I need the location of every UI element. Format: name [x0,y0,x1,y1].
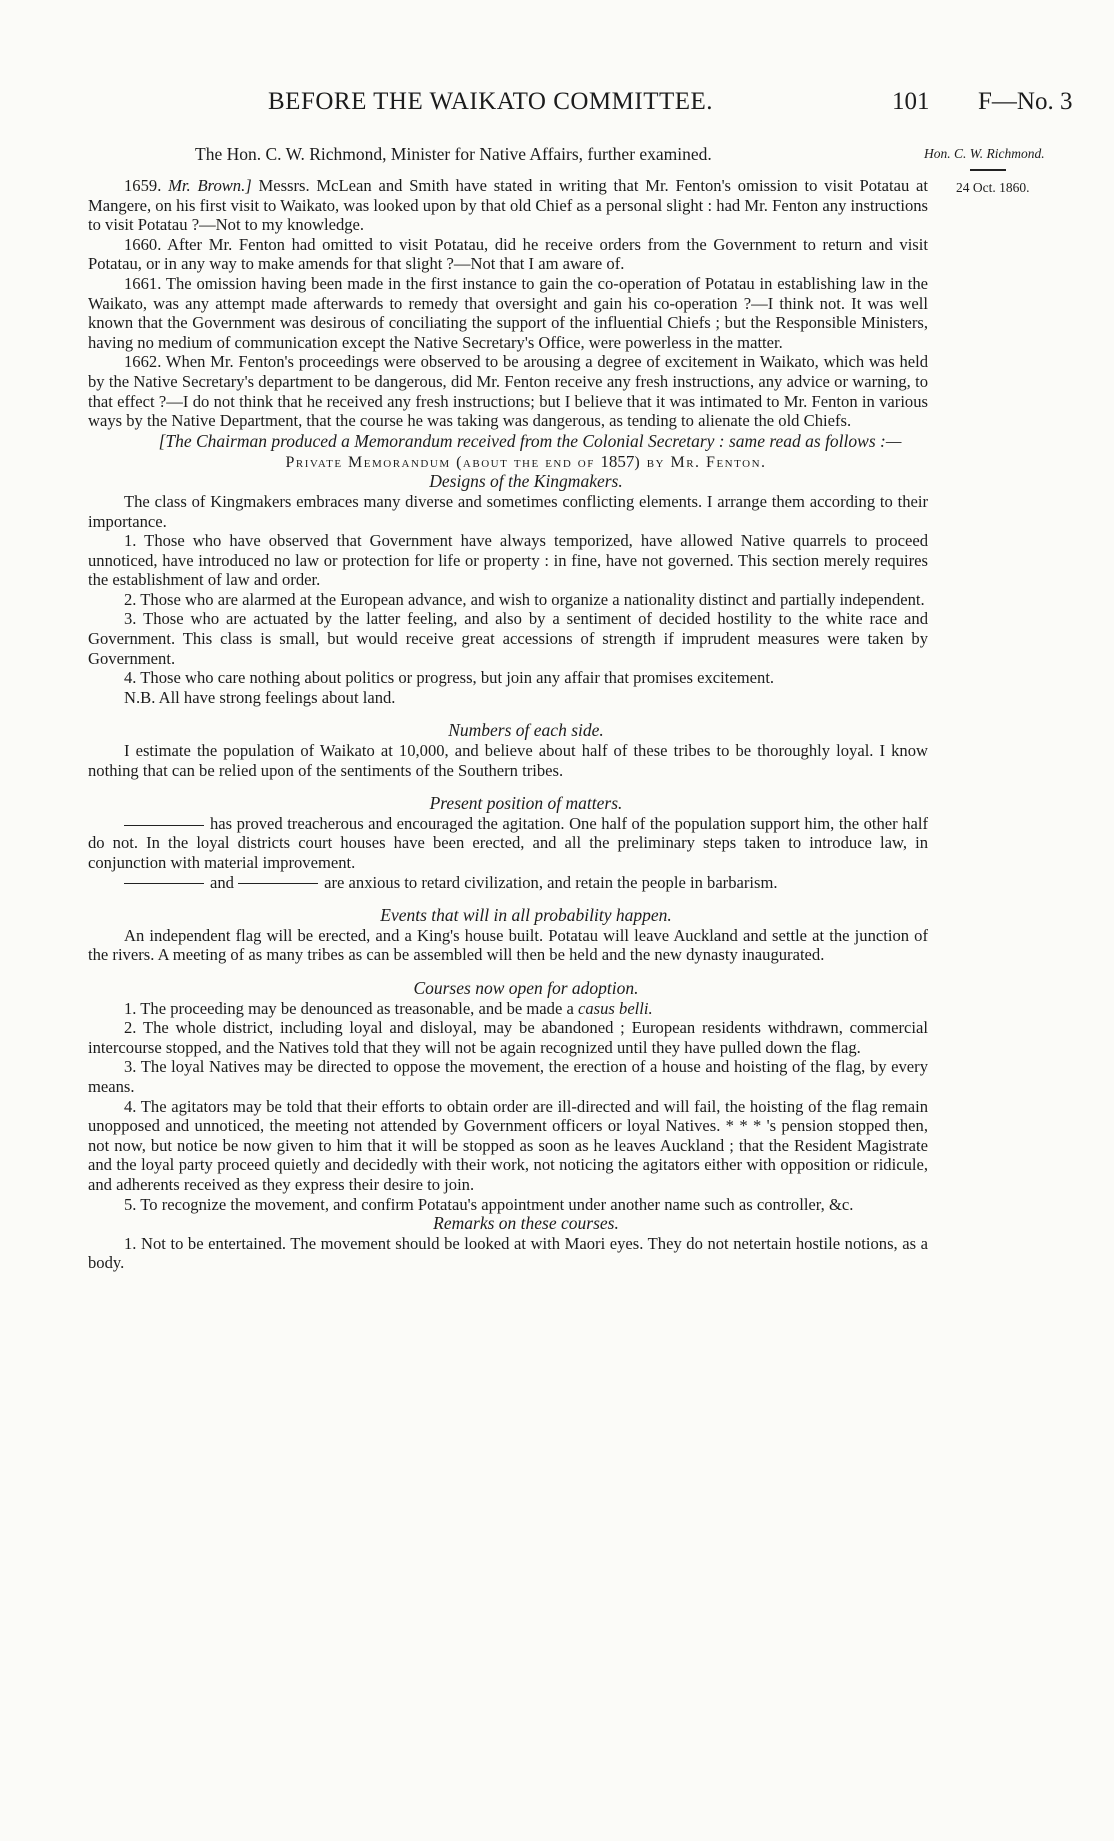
margin-date: 24 Oct. 1860. [956,180,1030,195]
redaction-dash [238,883,318,884]
courses-item: 4. The agitators may be told that their efforts to obtain order are ill-directed and will fail, the hoisting of the flag remain unopposed and unnoticed, the meeting not attended by Government officers or loyal Natives. * * * 's pension stopped then, not now, but notice be now given to him that it will be stopped as soon as he leaves Auckland ; that the Resident Magistrate and the loyal party proceed quietly and decidedly with their work, not noticing the agitators either with opposition or ridicule, and adherents received as they express their desire to join. [88,1096,928,1194]
section-heading-remarks: Remarks on these courses. [433,1213,619,1234]
present-position-para1: has proved treacherous and encouraged the agitation. One half of the population support him, the other half do not. In the loyal districts court houses have been erected, and all the preliminary steps taken to introduce law, in conjunction with material improvement. [88,813,928,872]
courses-item: 5. To recognize the movement, and confirm Potatau's appointment under another name such as controller, &c. [124,1194,854,1214]
memorandum-title: Private Memorandum (about the end of 1857) by Mr. Fenton. [285,451,767,471]
present-position-para2: and are anxious to retard civilization, and retain the people in barbarism. [88,873,928,893]
witness-subheading: The Hon. C. W. Richmond, Minister for Native Affairs, further examined. [195,144,712,164]
designs-item: 4. Those who care nothing about politics or progress, but join any affair that promises excitement. [124,668,775,688]
chairman-note: [The Chairman produced a Memorandum received from the Colonial Secretary : same read as follows :— [158,430,902,451]
designs-item: 3. Those who are actuated by the latter feeling, and also by a sentiment of decided hostility to the white race and Government. This class is small, but would receive great accessions of strength if imprudent measures were taken by Government. [88,609,928,668]
section-heading-designs: Designs of the Kingmakers. [429,471,623,492]
margin-witness-name: Hon. C. W. Richmond. [924,146,1045,161]
section-heading-events: Events that will in all probability happen. [380,905,672,926]
page-header [0,88,1114,128]
redaction-dash [124,825,204,826]
designs-note: N.B. All have strong feelings about land. [124,687,396,707]
document-reference: F—No. 3 [978,88,1073,115]
courses-item: 1. The proceeding may be denounced as treasonable, and be made a casus belli. [124,998,653,1018]
section-heading-numbers: Numbers of each side. [448,720,604,741]
events-paragraph: An independent flag will be erected, and a King's house built. Potatau will leave Auckland and settle at the junction of the rivers. A meeting of as many tribes as can be assembled will then be held and the new dynasty inaugurated. [88,925,928,965]
document-body [88,176,928,1273]
section-heading-courses: Courses now open for adoption. [413,977,639,998]
designs-intro: The class of Kingmakers embraces many diverse and sometimes conflicting elements. I arrange them according to their importance. [88,491,928,531]
margin-rule [970,169,1006,171]
remarks-paragraph: 1. Not to be entertained. The movement should be looked at with Maori eyes. They do not netertain hostile notions, as a body. [88,1233,928,1273]
designs-item: 2. Those who are alarmed at the European advance, and wish to organize a nationality distinct and partially independent. [124,589,925,609]
question-1661: 1661. The omission having been made in the first instance to gain the co-operation of Potatau in establishing law in the Waikato, was any attempt made afterwards to remedy that oversight and gain his co-operation ?—I think not. It was well known that the Government was desirous of conciliating the support of the influential Chiefs ; but the Responsible Ministers, having no medium of communication except the Native Secretary's Office, were powerless in the matter. [88,273,929,352]
question-1659: 1659. Mr. Brown.] Messrs. McLean and Smith have stated in writing that Mr. Fenton's omission to visit Potatau at Mangere, on his first visit to Waikato, was looked upon by that old Chief as a personal slight : had Mr. Fenton any instructions to visit Potatau ?—Not to my knowledge. [88,176,929,235]
courses-item: 2. The whole district, including loyal and disloyal, may be abandoned ; European residents withdrawn, commercial intercourse stopped, and the Natives told that they will not be again recognized until they have pulled down the flag. [88,1018,928,1057]
designs-item: 1. Those who have observed that Government have always temporized, have allowed Native quarrels to proceed unnoticed, have introduced no law or protection for life or property : in fine, have not governed. This section merely requires the establishment of law and order. [88,531,928,590]
courses-item: 3. The loyal Natives may be directed to oppose the movement, the erection of a house and hoisting of the flag, by every means. [88,1057,928,1096]
redaction-dash [124,883,204,884]
speaker-label: Mr. Brown.] [168,176,252,195]
question-1660: 1660. After Mr. Fenton had omitted to visit Potatau, did he receive orders from the Government to return and visit Potatau, or in any way to make amends for that slight ?—Not that I am aware of. [88,234,928,274]
page-number: 101 [892,88,930,115]
question-1662: 1662. When Mr. Fenton's proceedings were observed to be arousing a degree of excitement in Waikato, which was held by the Native Secretary's department to be dangerous, did Mr. Fenton receive any fresh instructions, any advice or warning, to that effect ?—I do not think that he received any fresh instructions; but I believe that it was intimated to Mr. Fenton in various ways by the Native Department, that the course he was taking was dangerous, as tending to alienate the old Chiefs. [88,352,929,431]
numbers-paragraph: I estimate the population of Waikato at 10,000, and believe about half of these tribes to be thoroughly loyal. I know nothing that can be relied upon of the sentiments of the Southern tribes. [88,741,928,780]
section-heading-present-position: Present position of matters. [429,793,623,814]
running-title: BEFORE THE WAIKATO COMMITTEE. [268,88,714,115]
